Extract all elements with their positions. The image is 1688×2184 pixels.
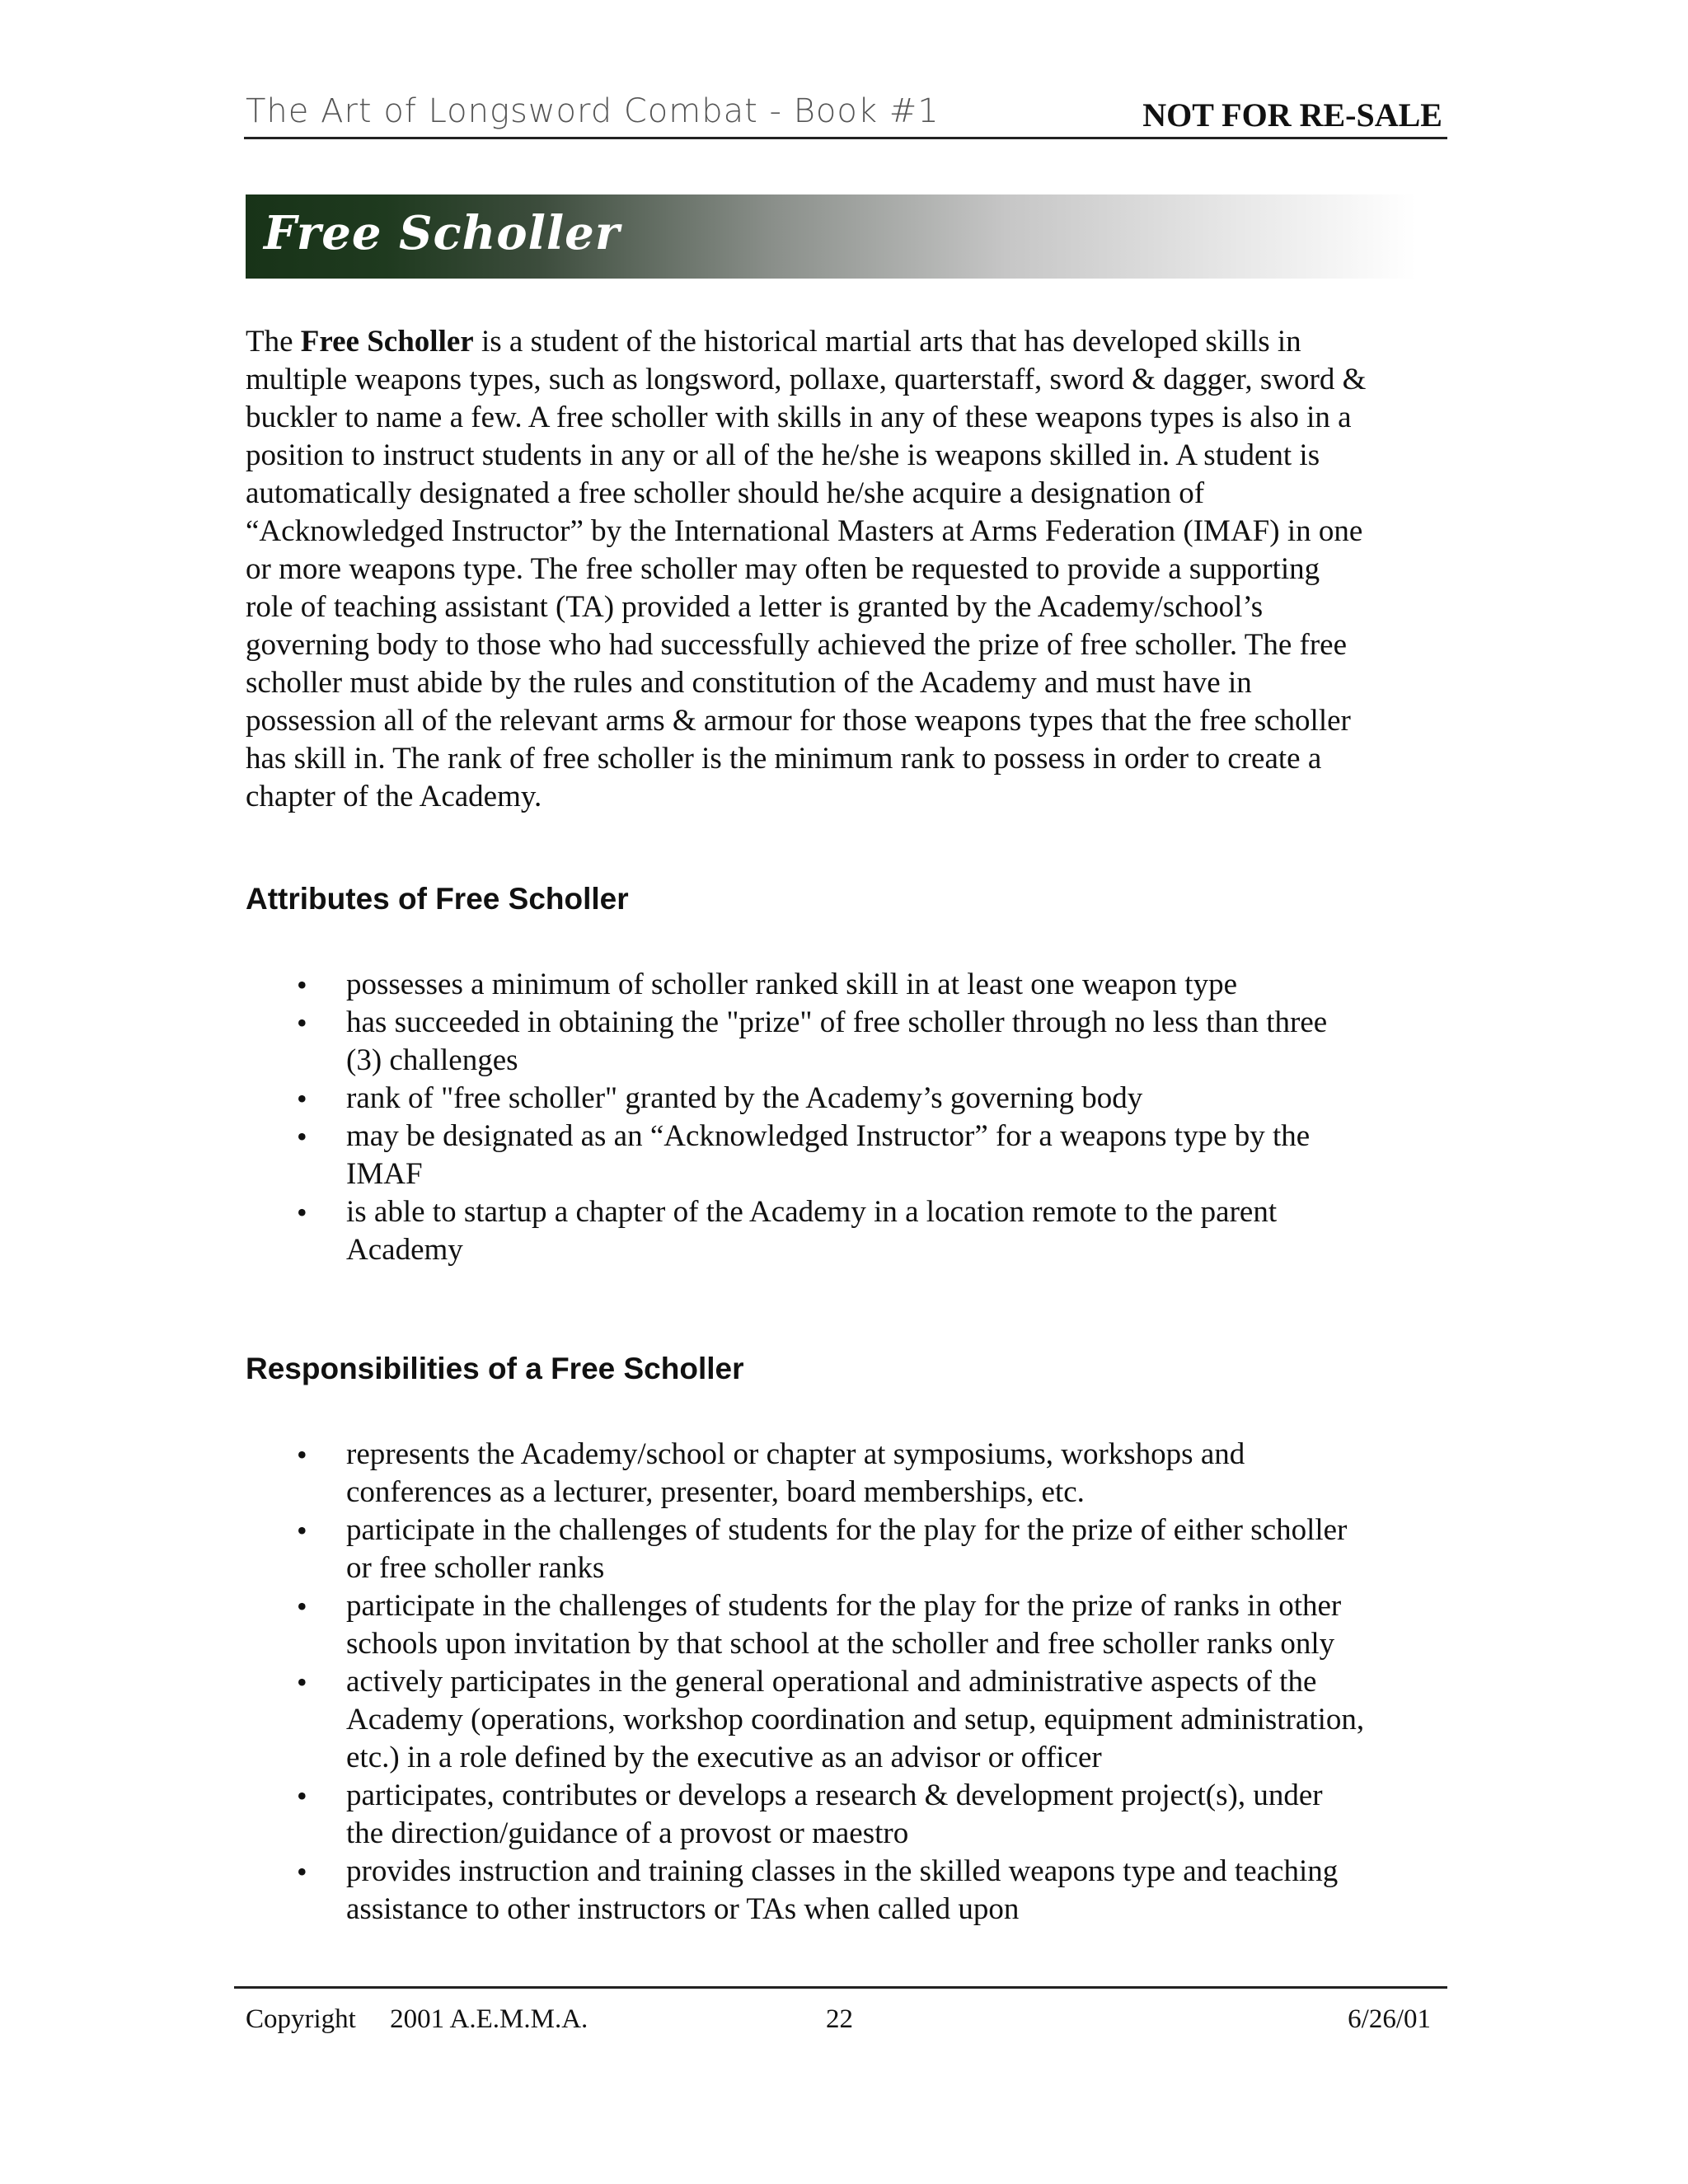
list-item-text: possesses a minimum of scholler ranked skill in at least one weapon type bbox=[346, 968, 1237, 1001]
list-item bbox=[246, 1587, 1367, 1663]
footer-date: 6/26/01 bbox=[1348, 2004, 1431, 2034]
list-item bbox=[246, 1511, 1367, 1587]
bullet-icon: • bbox=[297, 1006, 307, 1039]
list-item-text: participate in the challenges of students for the play for the prize of ranks in other schools upon invitation by that school at the scholler and free scholler ranks only bbox=[346, 1589, 1342, 1661]
intro-bold-term: Free Scholler bbox=[300, 325, 474, 359]
section-banner bbox=[246, 194, 1416, 279]
attributes-heading: Attributes of Free Scholler bbox=[246, 882, 629, 916]
list-item-text: participates, contributes or develops a research & development project(s), under the direction/guidance of a provost or maestro bbox=[346, 1779, 1323, 1850]
list-item bbox=[246, 966, 1367, 1004]
list-item bbox=[246, 1193, 1367, 1269]
list-item bbox=[246, 1080, 1367, 1118]
bullet-icon: • bbox=[297, 1779, 307, 1812]
list-item-text: is able to startup a chapter of the Academy in a location remote to the parent Academy bbox=[346, 1195, 1278, 1267]
bullet-icon: • bbox=[297, 1120, 307, 1153]
bullet-icon: • bbox=[297, 1438, 307, 1471]
list-item-text: participate in the challenges of students for the play for the prize of either scholler or free scholler ranks bbox=[346, 1513, 1348, 1585]
bullet-icon: • bbox=[297, 1590, 307, 1623]
bullet-icon: • bbox=[297, 1082, 307, 1115]
intro-lead: The bbox=[246, 325, 301, 359]
running-header-notice: NOT FOR RE-SALE bbox=[1142, 96, 1442, 134]
bullet-icon: • bbox=[297, 968, 307, 1001]
list-item bbox=[246, 1436, 1367, 1511]
header-divider bbox=[244, 137, 1447, 139]
list-item bbox=[246, 1663, 1367, 1777]
list-item bbox=[246, 1853, 1367, 1929]
list-item bbox=[246, 1004, 1367, 1080]
running-header-title: The Art of Longsword Combat - Book #1 bbox=[246, 92, 940, 130]
intro-text: is a student of the historical martial arts that has developed skills in multiple weapons types, such as longsword, pollaxe, quarterstaff, sword & dagger, sword & buckler to name a few. A free scholler with skills in any of these weapons types is also in a position to instruct students in any or all of the he/she is weapons skilled in. A student is automatically designated a free scholler should he/she acquire a designation of “Acknowledged Instructor” by the International Masters at Arms Federation (IMAF) in one or more weapons type. The free scholler may often be requested to provide a supporting role of teaching assistant (TA) provided a letter is granted by the Academy/school’s governing body to those who had successfully achieved the prize of free scholler. The free scholler must abide by the rules and constitution of the Academy and must have in possession all of the relevant arms & armour for those weapons types that the free scholler has skill in. The rank of free scholler is the minimum rank to possess in order to create a chapter of the Academy. bbox=[246, 325, 1367, 813]
bullet-icon: • bbox=[297, 1855, 307, 1888]
footer-copyright: Copyright 2001 A.E.M.M.A. bbox=[246, 2004, 588, 2034]
list-item-text: may be designated as an “Acknowledged Instructor” for a weapons type by the IMAF bbox=[346, 1119, 1311, 1191]
banner-title: Free Scholler bbox=[264, 206, 621, 260]
list-item-text: actively participates in the general operational and administrative aspects of the Academy (operations, workshop coordination and setup, equipment administration, etc.) in a role defined by the executive as an advisor or officer bbox=[346, 1665, 1365, 1774]
responsibilities-heading: Responsibilities of a Free Scholler bbox=[246, 1352, 744, 1385]
list-item bbox=[246, 1777, 1367, 1853]
list-item-text: has succeeded in obtaining the "prize" of free scholler through no less than three (3) challenges bbox=[346, 1005, 1328, 1077]
intro-paragraph bbox=[246, 323, 1367, 816]
page-number: 22 bbox=[826, 2004, 853, 2034]
bullet-icon: • bbox=[297, 1514, 307, 1547]
list-item bbox=[246, 1118, 1367, 1193]
list-item-text: provides instruction and training classes in the skilled weapons type and teaching assistance to other instructors or TAs when called upon bbox=[346, 1854, 1339, 1926]
attributes-list bbox=[246, 966, 1367, 1269]
responsibilities-list bbox=[246, 1436, 1367, 1929]
bullet-icon: • bbox=[297, 1666, 307, 1699]
bullet-icon: • bbox=[297, 1196, 307, 1229]
list-item-text: rank of "free scholler" granted by the Academy’s governing body bbox=[346, 1081, 1143, 1115]
list-item-text: represents the Academy/school or chapter at symposiums, workshops and conferences as a lecturer, presenter, board memberships, etc. bbox=[346, 1437, 1245, 1509]
footer-divider bbox=[234, 1986, 1447, 1989]
